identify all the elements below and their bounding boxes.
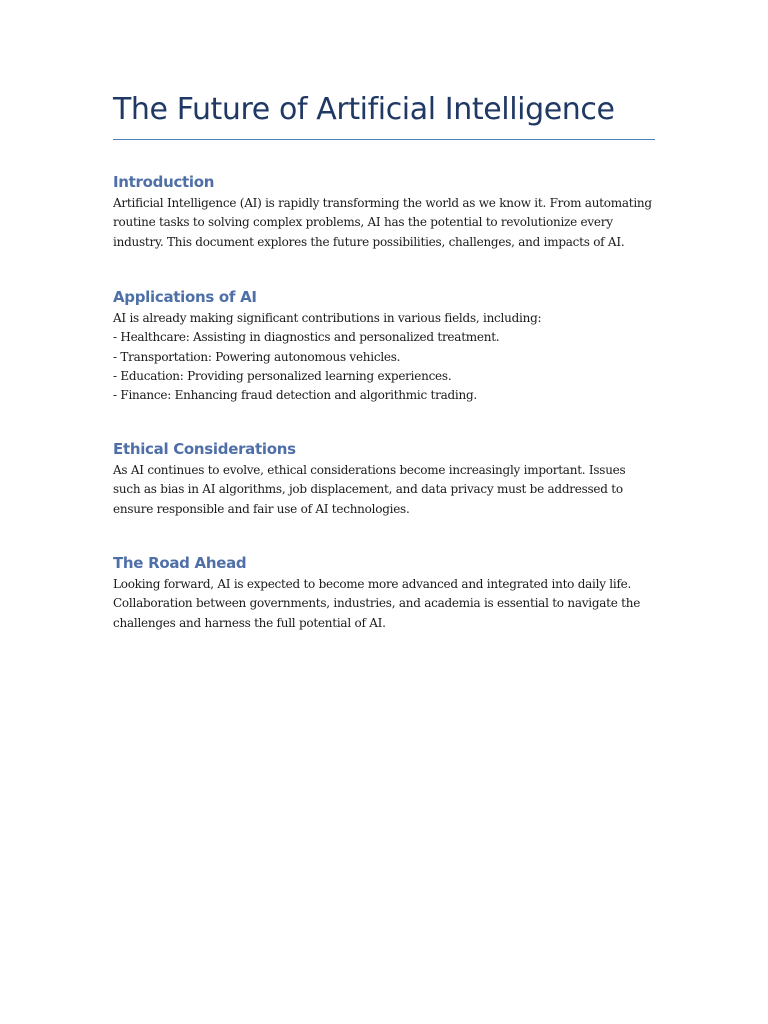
section-heading: Applications of AI: [113, 288, 257, 306]
section-body: [113, 461, 655, 519]
list-item: - Education: Providing personalized learning experiences.: [113, 368, 452, 383]
body-line: challenges and harness the full potential of AI.: [113, 615, 386, 630]
body-line: As AI continues to evolve, ethical considerations become increasingly important. Issues: [113, 463, 626, 477]
section-heading: The Road Ahead: [113, 554, 247, 572]
list-item: - Transportation: Powering autonomous vehicles.: [113, 349, 401, 364]
section-body: [113, 194, 655, 252]
section-ethical-considerations: [113, 438, 655, 519]
section-heading: Ethical Considerations: [113, 440, 296, 458]
body-line: AI is already making significant contributions in various fields, including:: [113, 311, 542, 325]
body-line: industry. This document explores the future possibilities, challenges, and impacts of AI.: [113, 234, 625, 249]
body-line: routine tasks to solving complex problems, AI has the potential to revolutionize every: [113, 215, 613, 230]
body-line: ensure responsible and fair use of AI technologies.: [113, 501, 410, 516]
section-body: [113, 575, 655, 633]
section-road-ahead: [113, 552, 655, 633]
section-body: [113, 309, 655, 405]
section-heading: Introduction: [113, 173, 215, 191]
body-line: such as bias in AI algorithms, job displacement, and data privacy must be addressed to: [113, 482, 623, 497]
document-title: The Future of Artificial Intelligence: [113, 92, 615, 127]
title-divider: [113, 139, 655, 140]
body-line: Looking forward, AI is expected to become more advanced and integrated into daily life.: [113, 577, 632, 591]
section-applications: [113, 286, 655, 405]
list-item: - Healthcare: Assisting in diagnostics and personalized treatment.: [113, 330, 500, 345]
section-introduction: [113, 171, 655, 252]
body-line: Collaboration between governments, industries, and academia is essential to navigate the: [113, 596, 641, 611]
list-item: - Finance: Enhancing fraud detection and algorithmic trading.: [113, 388, 477, 403]
body-line: Artificial Intelligence (AI) is rapidly transforming the world as we know it. From automating: [113, 196, 652, 210]
